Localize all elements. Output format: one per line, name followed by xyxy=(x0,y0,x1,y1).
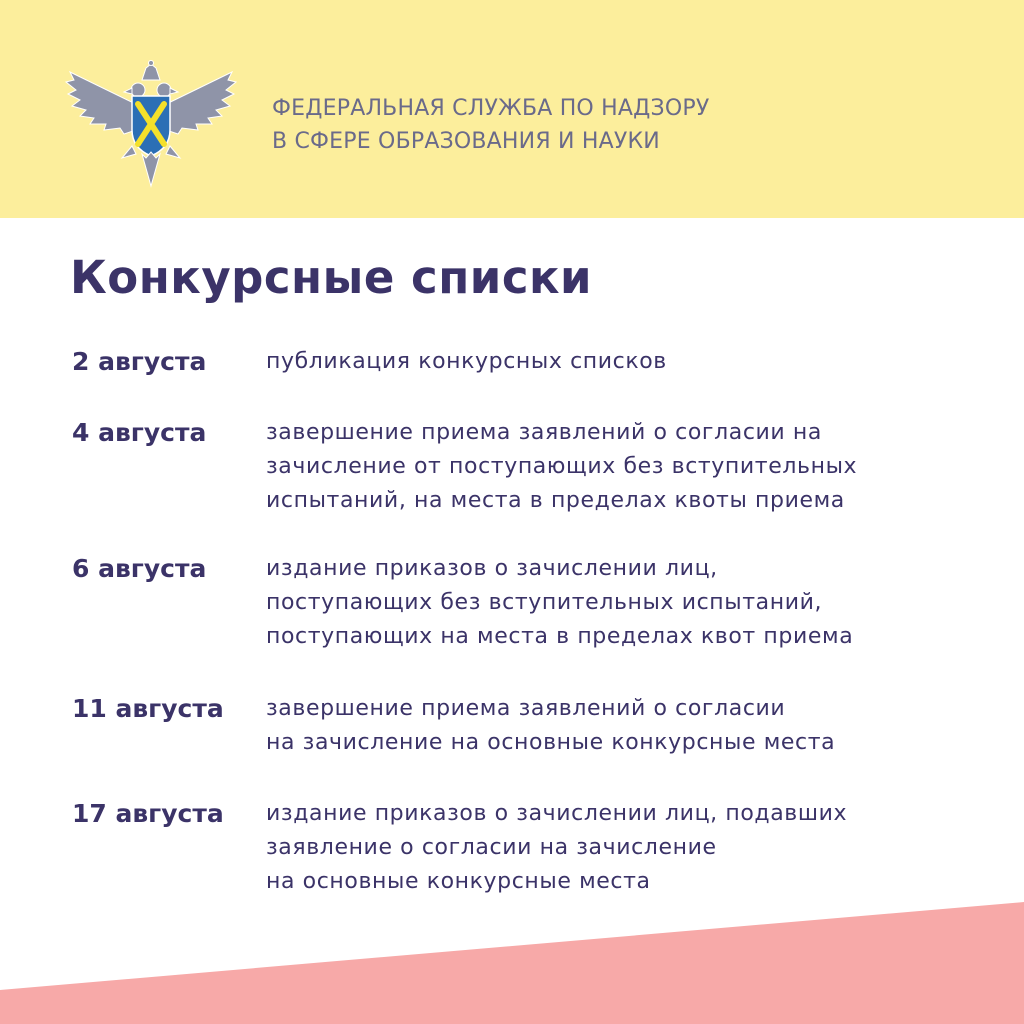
page-title: Конкурсные списки xyxy=(70,251,593,304)
schedule-line: завершение приема заявлений о согласии на xyxy=(266,420,822,445)
schedule-line: заявление о согласии на зачисление xyxy=(266,835,717,860)
schedule-line: на основные конкурсные места xyxy=(266,869,651,894)
schedule-line: испытаний, на места в пределах квоты приема xyxy=(266,488,845,513)
schedule-date: 11 августа xyxy=(72,694,224,723)
schedule-line: завершение приема заявлений о согласии xyxy=(266,696,786,721)
organization-name-line-2: В СФЕРЕ ОБРАЗОВАНИЯ И НАУКИ xyxy=(272,129,660,154)
schedule-line: поступающих без вступительных испытаний, xyxy=(266,590,823,615)
schedule-line: зачисление от поступающих без вступительных xyxy=(266,454,858,479)
schedule-date: 6 августа xyxy=(72,554,207,583)
schedule-line: издание приказов о зачислении лиц, подавших xyxy=(266,801,848,826)
schedule-line: на зачисление на основные конкурсные места xyxy=(266,730,836,755)
organization-name-line-1: ФЕДЕРАЛЬНАЯ СЛУЖБА ПО НАДЗОРУ xyxy=(272,96,710,121)
schedule-date: 4 августа xyxy=(72,418,207,447)
schedule-date: 17 августа xyxy=(72,799,224,828)
schedule-line: публикация конкурсных списков xyxy=(266,349,667,374)
schedule-date: 2 августа xyxy=(72,347,207,376)
schedule-line: поступающих на места в пределах квот приема xyxy=(266,624,854,649)
schedule-line: издание приказов о зачислении лиц, xyxy=(266,556,718,581)
